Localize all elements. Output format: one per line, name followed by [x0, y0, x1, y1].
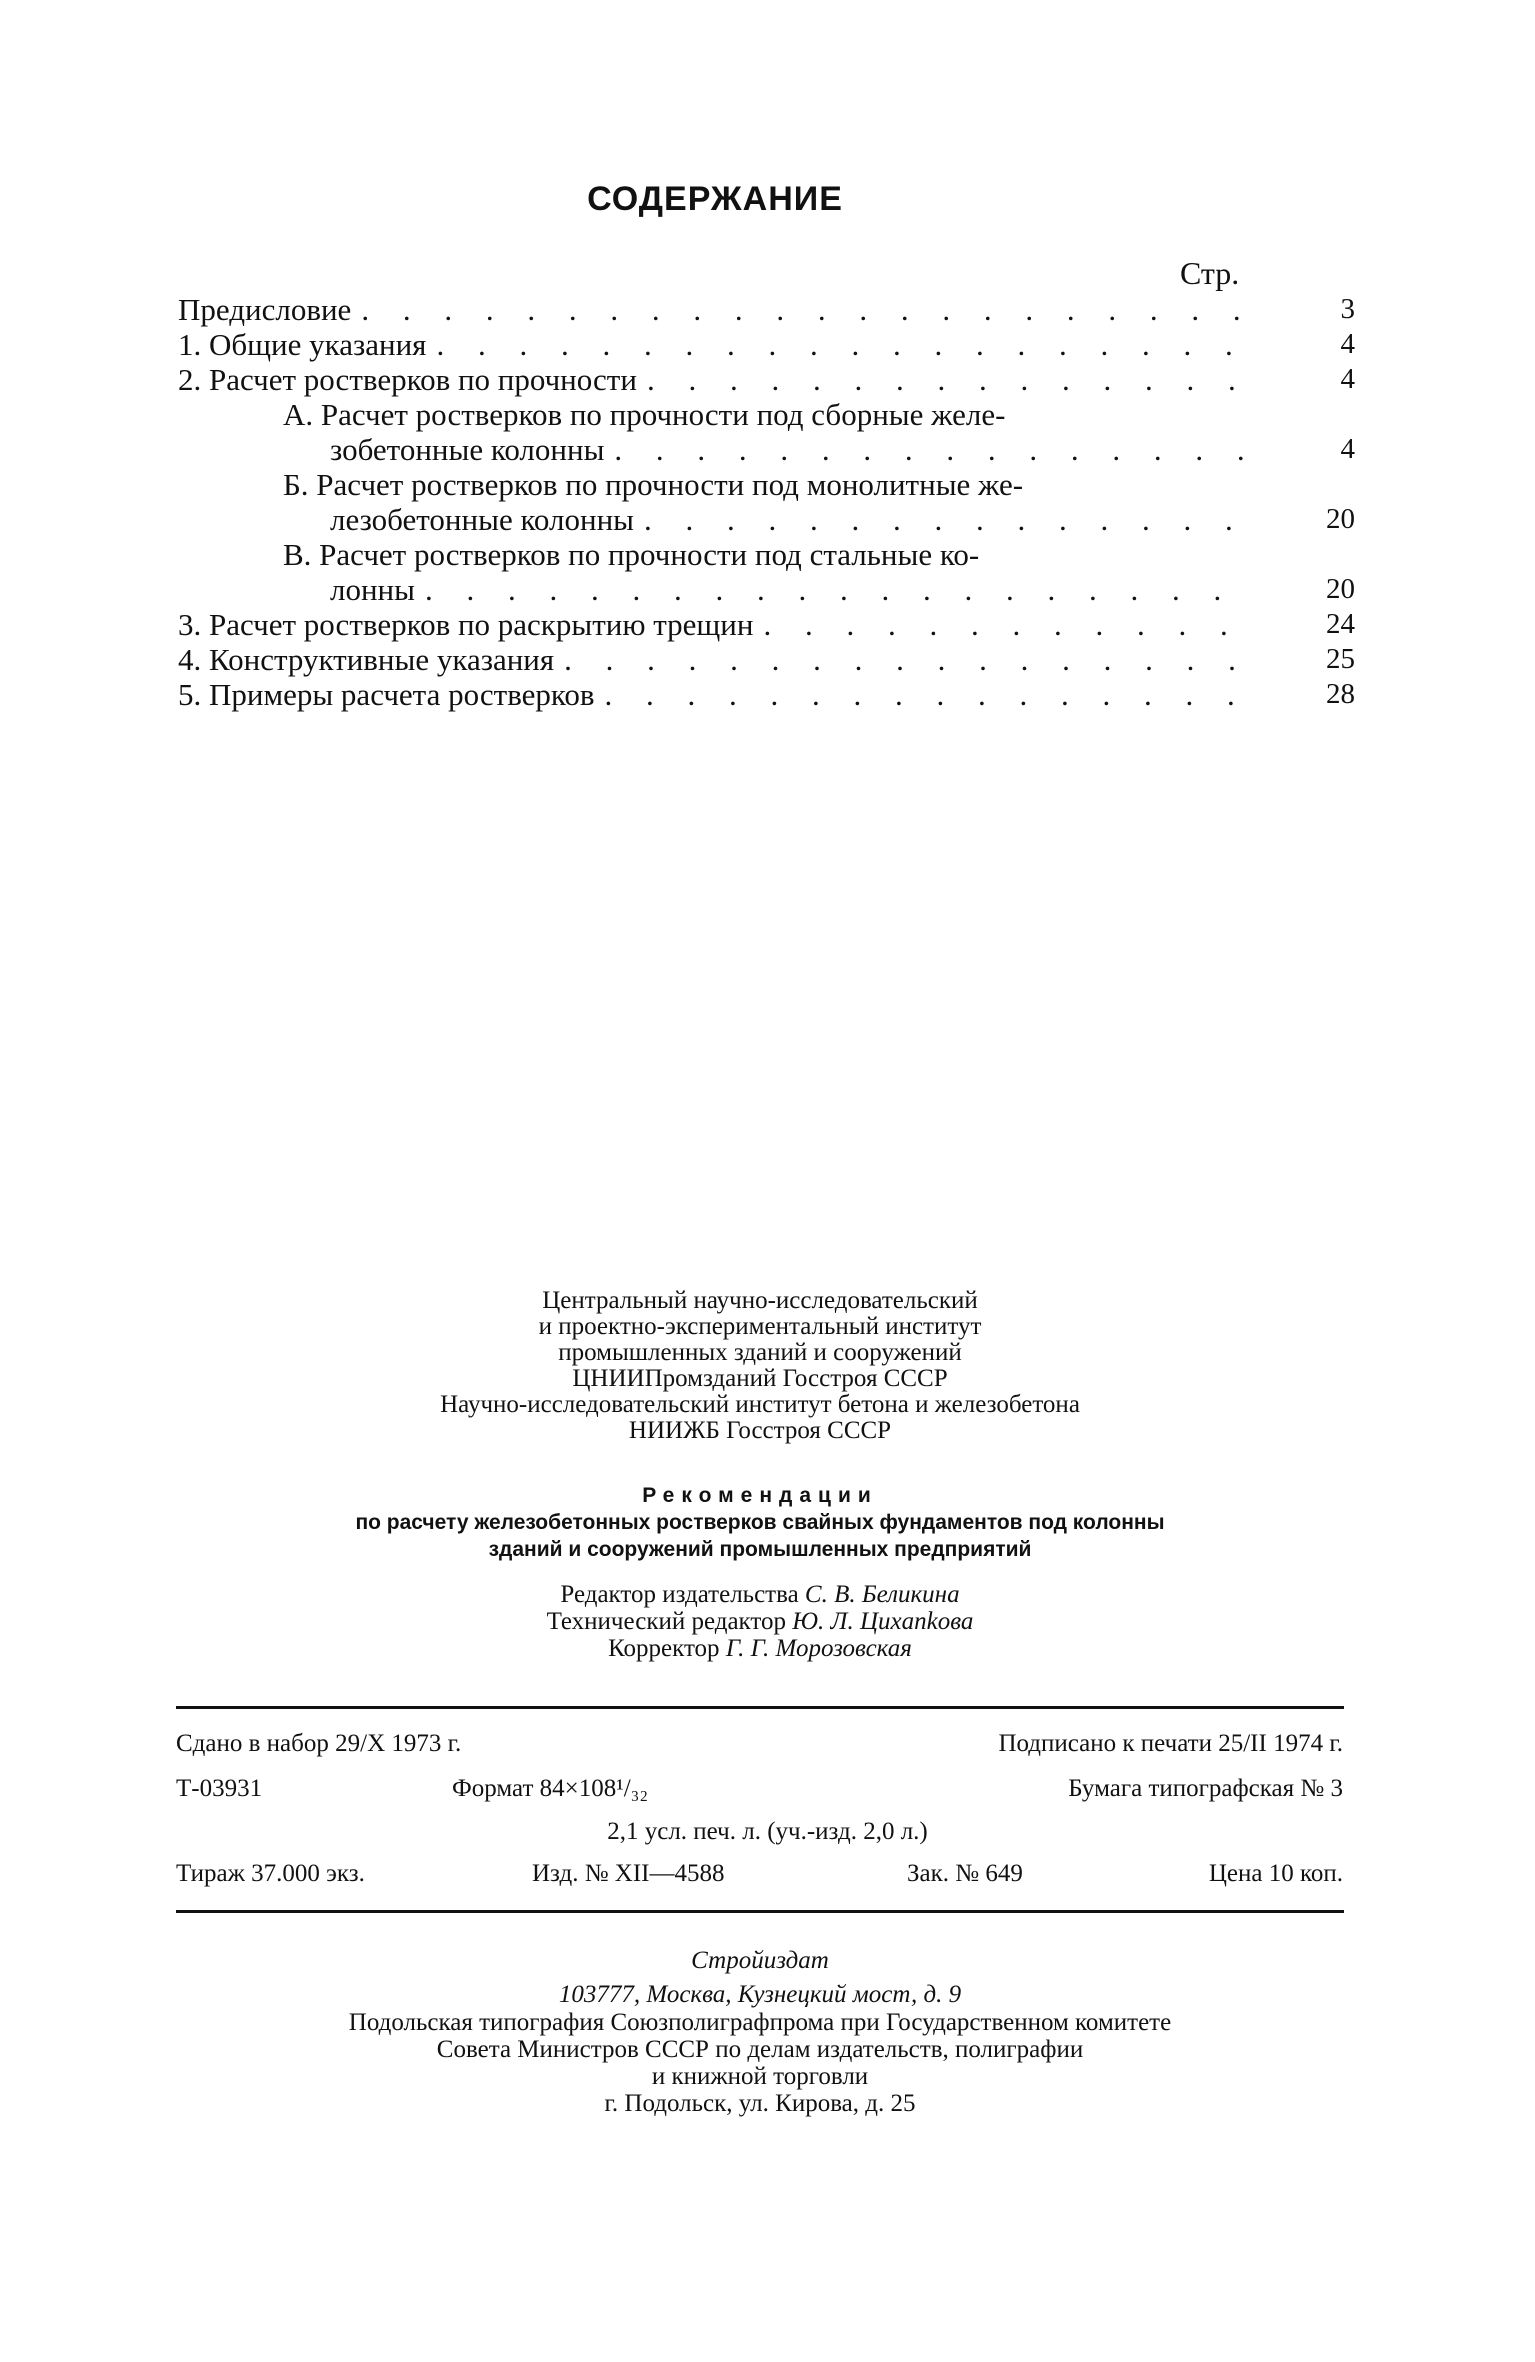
toc-entry[interactable]: [283, 397, 1248, 432]
imprint-paper: Бумага типографская № 3: [1068, 1775, 1343, 1802]
imprint-format: Формат 84×108¹/₃₂: [452, 1775, 649, 1802]
dot-leader: [361, 292, 1248, 327]
toc-entry-continuation[interactable]: [330, 502, 1248, 537]
toc-page: 4: [1340, 328, 1355, 360]
toc-entry-text: Б. Расчет ростверков по прочности под монолитные же-: [283, 467, 1024, 502]
toc-page: 20: [1326, 503, 1355, 535]
toc-entry-text: зобетонные колонны: [330, 432, 605, 467]
imprint-sheets: 2,1 усл. печ. л. (уч.-изд. 2,0 л.): [607, 1818, 928, 1845]
toc-entry-text: 5. Примеры расчета ростверков: [178, 677, 595, 712]
staff-line: [160, 1582, 1360, 1608]
book-subtitle: по расчету железобетонных ростверков свайных фундаментов под колонны: [355, 1511, 1165, 1534]
imprint-run: Тираж 37.000 экз.: [176, 1860, 365, 1887]
toc-entry[interactable]: [178, 642, 1248, 677]
dot-leader: [605, 677, 1248, 712]
imprint-order: Зак. № 649: [907, 1860, 1023, 1887]
publisher-address: 103777, Москва, Кузнецкий мост, д. 9: [558, 1981, 962, 2008]
staff-role: Технический редактор: [546, 1608, 786, 1635]
toc-page: 4: [1340, 363, 1355, 395]
dot-leader: [644, 502, 1248, 537]
toc-entry[interactable]: [178, 362, 1248, 397]
book-subtitle: зданий и сооружений промышленных предприятий: [488, 1538, 1032, 1561]
dot-leader: [564, 642, 1248, 677]
toc-entry-continuation[interactable]: [330, 432, 1248, 467]
toc-entry[interactable]: [178, 607, 1248, 642]
institute-line: и проектно-экспериментальный институт: [538, 1313, 982, 1340]
imprint-price: Цена 10 коп.: [1208, 1860, 1343, 1887]
printer-line: Подольская типография Союзполиграфпрома при Государственном комитете: [348, 2009, 1172, 2036]
institute-line: Научно-исследовательский институт бетона и железобетона: [440, 1391, 1080, 1418]
book-title: Рекомендации: [642, 1484, 878, 1507]
toc-page: 4: [1340, 433, 1355, 465]
toc-entry[interactable]: [283, 467, 1248, 502]
staff-name: Ю. Л. Цихankoва: [792, 1608, 974, 1635]
institute-line: промышленных зданий и сооружений: [558, 1339, 962, 1366]
imprint-edition: Изд. № XII—4588: [532, 1860, 725, 1887]
dot-leader: [436, 327, 1248, 362]
dot-leader: [647, 362, 1248, 397]
dot-leader: [425, 572, 1248, 607]
imprint-signed: Подписано к печати 25/II 1974 г.: [998, 1730, 1343, 1757]
toc-entry[interactable]: [178, 292, 1248, 327]
publisher-name: Стройиздат: [691, 1947, 829, 1974]
staff-line: [160, 1636, 1360, 1662]
staff-role: Редактор издательства: [560, 1581, 799, 1608]
printer-line: г. Подольск, ул. Кирова, д. 25: [604, 2090, 916, 2117]
toc-entry-text: В. Расчет ростверков по прочности под стальные ко-: [283, 537, 980, 572]
toc-entry-text: 3. Расчет ростверков по раскрытию трещин: [178, 607, 754, 642]
staff-name: С. В. Беликина: [804, 1581, 960, 1608]
toc-entry-text: А. Расчет ростверков по прочности под сборные желе-: [283, 397, 1006, 432]
toc-entry-continuation[interactable]: [330, 572, 1248, 607]
divider: [176, 1706, 1344, 1709]
staff-name: Г. Г. Морозовская: [725, 1635, 912, 1662]
printer-line: Совета Министров СССР по делам издательств, полиграфии: [436, 2036, 1084, 2063]
toc-entry-text: 4. Конструктивные указания: [178, 642, 555, 677]
dot-leader: [614, 432, 1248, 467]
imprint-code: Т-03931: [176, 1775, 263, 1802]
institute-line: ЦНИИПромзданий Госстроя СССР: [572, 1365, 948, 1392]
divider: [176, 1910, 1344, 1913]
toc-entry-text: лезобетонные колонны: [330, 502, 635, 537]
toc-page: 3: [1340, 293, 1355, 325]
toc-page: 24: [1326, 608, 1355, 640]
contents-title: СОДЕРЖАНИЕ: [587, 180, 843, 218]
staff-line: [160, 1609, 1360, 1635]
toc-entry[interactable]: [178, 677, 1248, 712]
staff-role: Корректор: [608, 1635, 720, 1662]
toc-entry[interactable]: [283, 537, 1248, 572]
toc-page: 20: [1326, 573, 1355, 605]
page-column-label: Стр.: [1180, 255, 1240, 291]
toc-page: 25: [1326, 643, 1355, 675]
toc-entry-text: 1. Общие указания: [178, 327, 427, 362]
toc-entry-text: Предисловие: [178, 292, 352, 327]
imprint-submitted: Сдано в набор 29/X 1973 г.: [176, 1730, 462, 1757]
dot-leader: [763, 607, 1248, 642]
toc-entry-text: 2. Расчет ростверков по прочности: [178, 362, 637, 397]
printer-line: и книжной торговли: [651, 2063, 869, 2090]
toc-page: 28: [1326, 678, 1355, 710]
toc-entry[interactable]: [178, 327, 1248, 362]
institute-line: Центральный научно-исследовательский: [542, 1287, 978, 1314]
institute-line: НИИЖБ Госстроя СССР: [628, 1417, 892, 1444]
toc-entry-text: лонны: [330, 572, 415, 607]
